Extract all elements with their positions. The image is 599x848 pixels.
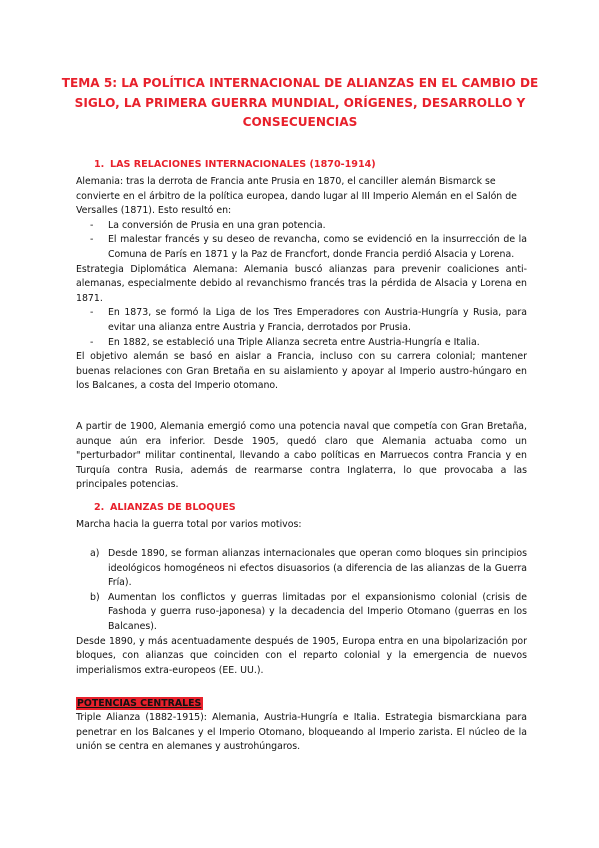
dash-bullet: -: [90, 307, 94, 319]
section-1-number: 1.: [94, 159, 105, 170]
dash-bullet: -: [90, 219, 94, 231]
list-item-text: Aumentan los conflictos y guerras limitadas por el expansionismo colonial (crisis de Fashoda y guerra ruso-japonesa) y la decadencia del Imperio Otomano (guerras en los Balcanes).: [108, 591, 527, 632]
diplomatic-strategy-paragraph: Estrategia Diplomática Alemana: Alemania buscó alianzas para prevenir coaliciones anti-alemanas, especialmente debido al revanchismo francés tras la pérdida de Alsacia y Lorena en 1871.: [76, 263, 527, 304]
list-item: [76, 336, 527, 351]
section-2-number: 2.: [94, 502, 105, 513]
list-item-text: En 1873, se formó la Liga de los Tres Emperadores con Austria-Hungría y Rusia, para evitar una alianza entre Austria y Francia, derrotados por Prusia.: [108, 307, 527, 333]
alliances-list: [76, 306, 527, 350]
dash-bullet: -: [90, 336, 94, 348]
section-1-heading: [94, 157, 376, 172]
bipolarization-paragraph: Desde 1890, y más acentuadamente después de 1905, Europa entra en una bipolarización por bloques, con alianzas que coinciden con el reparto colonial y la emergencia de nuevos imperialismos extra-europeos (EE. UU.).: [76, 635, 527, 676]
naval-power-paragraph: A partir de 1900, Alemania emergió como una potencia naval que competía con Gran Bretaña, aunque aún era inferior. Desde 1905, quedó claro que Alemania actuaba como un "perturbador" militar continental, llevando a cabo políticas en Marruecos contra Francia y en Turquía contra Rusia, además de rearmarse contra Inglaterra, lo que provocaba a las principales potencias.: [76, 421, 527, 491]
list-item-text: En 1882, se estableció una Triple Alianza secreta entre Austria-Hungría e Italia.: [108, 336, 480, 348]
list-item-text: La conversión de Prusia en una gran potencia.: [108, 219, 326, 231]
list-item: [76, 219, 527, 234]
reasons-list: [76, 547, 527, 635]
section-2-body: [76, 547, 527, 678]
section-2-heading: [94, 500, 236, 515]
consequences-list: [76, 219, 527, 263]
document-title: TEMA 5: LA POLÍTICA INTERNACIONAL DE ALIANZAS EN EL CAMBIO DE SIGLO, LA PRIMERA GUERRA MUNDIAL, ORÍGENES, DESARROLLO Y CONSECUENCIAS: [61, 76, 539, 129]
dash-bullet: -: [90, 234, 94, 246]
list-item: [76, 547, 527, 591]
german-objective-paragraph: El objetivo alemán se basó en aislar a Francia, incluso con su carrera colonial; mantener buenas relaciones con Gran Bretaña en su aislamiento y apoyar al Imperio austro-húngaro en los Balcanes, a costa del Imperio otomano.: [76, 351, 527, 392]
germany-intro-paragraph: Alemania: tras la derrota de Francia ante Prusia en 1870, el canciller alemán Bismarck se convierte en el árbitro de la política europea, dando lugar al III Imperio Alemán en el Salón de Versalles (1871). Esto resultó en:: [76, 176, 517, 217]
section-1-title: LAS RELACIONES INTERNACIONALES (1870-1914): [110, 159, 376, 170]
list-item-text: Desde 1890, se forman alianzas internacionales que operan como bloques sin principios ideológicos homogéneos ni efectos disuasorios (a diferencia de las alianzas de la Guerra Fría).: [108, 548, 527, 589]
triple-alliance-paragraph: Triple Alianza (1882-1915): Alemania, Austria-Hungría e Italia. Estrategia bismarckiana para penetrar en los Balcanes y el Imperio Otomano, bloqueando al Imperio zarista. El núcleo de la unión se centra en alemanes y austrohúngaros.: [76, 712, 527, 753]
list-item-text: El malestar francés y su deseo de revancha, como se evidenció en la insurrección de la Comuna de París en 1871 y la Paz de Francfort, donde Francia perdió Alsacia y Lorena.: [108, 234, 527, 260]
list-item: [76, 233, 527, 262]
section-2-title: ALIANZAS DE BLOQUES: [110, 502, 236, 513]
list-marker: a): [90, 548, 100, 559]
list-item: [76, 306, 527, 335]
list-item: [76, 591, 527, 635]
section-2-intro: Marcha hacia la guerra total por varios motivos:: [76, 519, 302, 530]
central-powers-heading: POTENCIAS CENTRALES: [77, 698, 202, 709]
list-marker: b): [90, 591, 100, 603]
section-1-body: [76, 175, 527, 394]
